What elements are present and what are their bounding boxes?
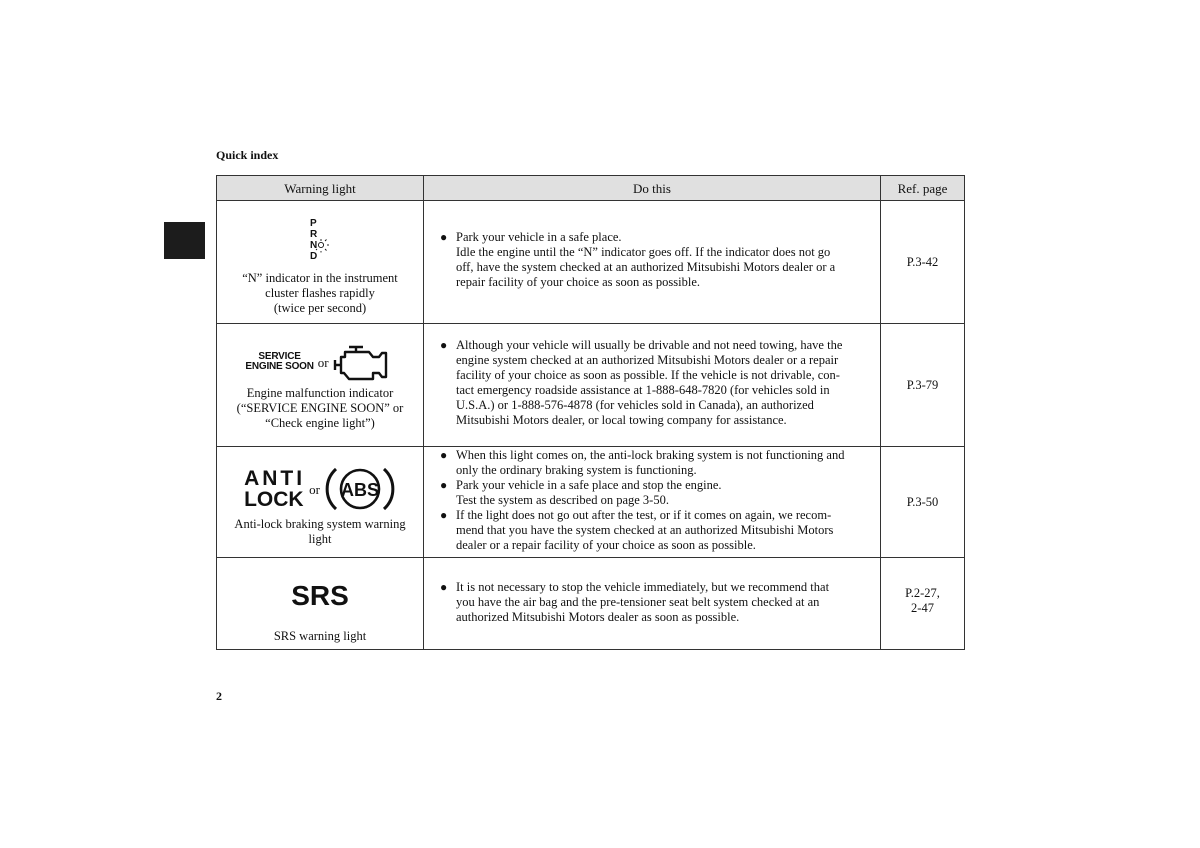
srs-icon: SRS [291, 580, 349, 611]
quick-index-table [216, 175, 965, 650]
label-line: SRS warning light [273, 629, 367, 643]
header-warning-light: Warning light [217, 176, 424, 201]
action-line: facility of your choice as soon as possible. If the vehicle is not drivable, con- [456, 368, 840, 382]
action-cell [424, 558, 881, 650]
flash-rays-icon [316, 239, 329, 253]
label-line: (“SERVICE ENGINE SOON” or [236, 401, 404, 415]
action-line: authorized Mitsubishi Motors dealer as soon as possible. [456, 610, 740, 624]
action-cell [424, 201, 881, 324]
action-cell [424, 447, 881, 558]
table-row [217, 447, 965, 558]
ref-page-value: 2-47 [911, 601, 934, 615]
service-engine-soon-icon: SERVICE ENGINE SOON [245, 351, 314, 372]
action-line: It is not necessary to stop the vehicle immediately, but we recommend that [456, 580, 830, 594]
action-line: Test the system as described on page 3-50. [456, 493, 669, 507]
label-line: light [308, 532, 332, 546]
action-line: If the light does not go out after the test, or if it comes on again, we recom- [456, 508, 832, 522]
action-item [440, 338, 874, 428]
action-line: Idle the engine until the “N” indicator goes off. If the indicator does not go [456, 245, 831, 259]
prnd-indicator-icon [300, 216, 340, 266]
table-header-row [217, 176, 965, 201]
bullet-icon: ● [440, 478, 448, 492]
label-line: Engine malfunction indicator [246, 386, 394, 400]
abs-icon-group [221, 461, 419, 517]
page-number: 2 [216, 689, 222, 703]
warning-label [221, 386, 419, 431]
abs-text: ABS [340, 480, 379, 500]
action-item [440, 478, 874, 508]
label-line: (twice per second) [273, 301, 367, 315]
abs-icon [324, 462, 396, 516]
check-engine-icon-group [221, 338, 419, 386]
ref-cell [881, 558, 965, 650]
action-line: tact emergency roadside assistance at 1-888-648-7820 (for vehicles sold in [456, 383, 830, 397]
label-line: Anti-lock braking system warning [234, 517, 406, 531]
ref-cell [881, 447, 965, 558]
action-item [440, 448, 874, 478]
ref-page-value: P.3-79 [906, 377, 939, 392]
warning-label [221, 517, 419, 547]
action-item [440, 580, 874, 625]
section-title: Quick index [216, 148, 279, 162]
anti-lock-icon: ANTI LOCK [244, 467, 306, 511]
table-row [217, 324, 965, 447]
ref-cell [881, 324, 965, 447]
warning-label [221, 271, 419, 316]
action-line: off, have the system checked at an authorized Mitsubishi Motors dealer or a [456, 260, 836, 274]
ref-cell [881, 201, 965, 324]
label-line: “Check engine light”) [265, 416, 375, 430]
action-line: mend that you have the system checked at an authorized Mitsubishi Motors [456, 523, 834, 537]
action-line: only the ordinary braking system is functioning. [456, 463, 697, 477]
warning-cell [217, 324, 424, 447]
action-item [440, 508, 874, 553]
gear-letter: D [310, 251, 318, 262]
action-line: you have the air bag and the pre-tensioner seat belt system checked at an [456, 595, 820, 609]
action-line: repair facility of your choice as soon as possible. [456, 275, 701, 289]
warning-cell [217, 558, 424, 650]
or-label: or [309, 481, 320, 497]
gear-letter: R [310, 229, 318, 240]
warning-label [221, 629, 419, 644]
check-engine-icon [333, 339, 395, 385]
ref-page-value: P.3-50 [906, 494, 939, 509]
table-row [217, 201, 965, 324]
chapter-tab-marker [164, 222, 205, 259]
action-cell [424, 324, 881, 447]
warning-cell [217, 447, 424, 558]
bullet-icon: ● [440, 448, 448, 462]
action-line: Mitsubishi Motors dealer, or local towing company for assistance. [456, 413, 787, 427]
gear-letter: P [310, 218, 317, 229]
srs-icon-group [221, 576, 419, 616]
label-line: cluster flashes rapidly [265, 286, 375, 300]
header-do-this: Do this [424, 176, 881, 201]
action-line: engine system checked at an authorized Mitsubishi Motors dealer or a repair [456, 353, 839, 367]
gear-letter: N [310, 240, 318, 251]
warning-cell [217, 201, 424, 324]
header-ref-page: Ref. page [881, 176, 965, 201]
bullet-icon: ● [440, 338, 448, 352]
action-line: Park your vehicle in a safe place and stop the engine. [456, 478, 722, 492]
bullet-icon: ● [440, 508, 448, 522]
action-line: U.S.A.) or 1-888-576-4878 (for vehicles sold in Canada), an authorized [456, 398, 814, 412]
label-line: “N” indicator in the instrument [242, 271, 398, 285]
bullet-icon: ● [440, 580, 448, 594]
ref-page-value: P.3-42 [906, 254, 939, 269]
action-line: When this light comes on, the anti-lock braking system is not functioning and [456, 448, 845, 462]
table-row [217, 558, 965, 650]
action-line: Although your vehicle will usually be drivable and not need towing, have the [456, 338, 843, 352]
ref-page-value: P.2-27, [905, 586, 940, 600]
bullet-icon: ● [440, 230, 448, 244]
action-item [440, 230, 874, 290]
or-label: or [317, 354, 329, 370]
prnd-n-flash-icon [221, 211, 419, 271]
action-line: Park your vehicle in a safe place. [456, 230, 622, 244]
action-line: dealer or a repair facility of your choice as soon as possible. [456, 538, 756, 552]
